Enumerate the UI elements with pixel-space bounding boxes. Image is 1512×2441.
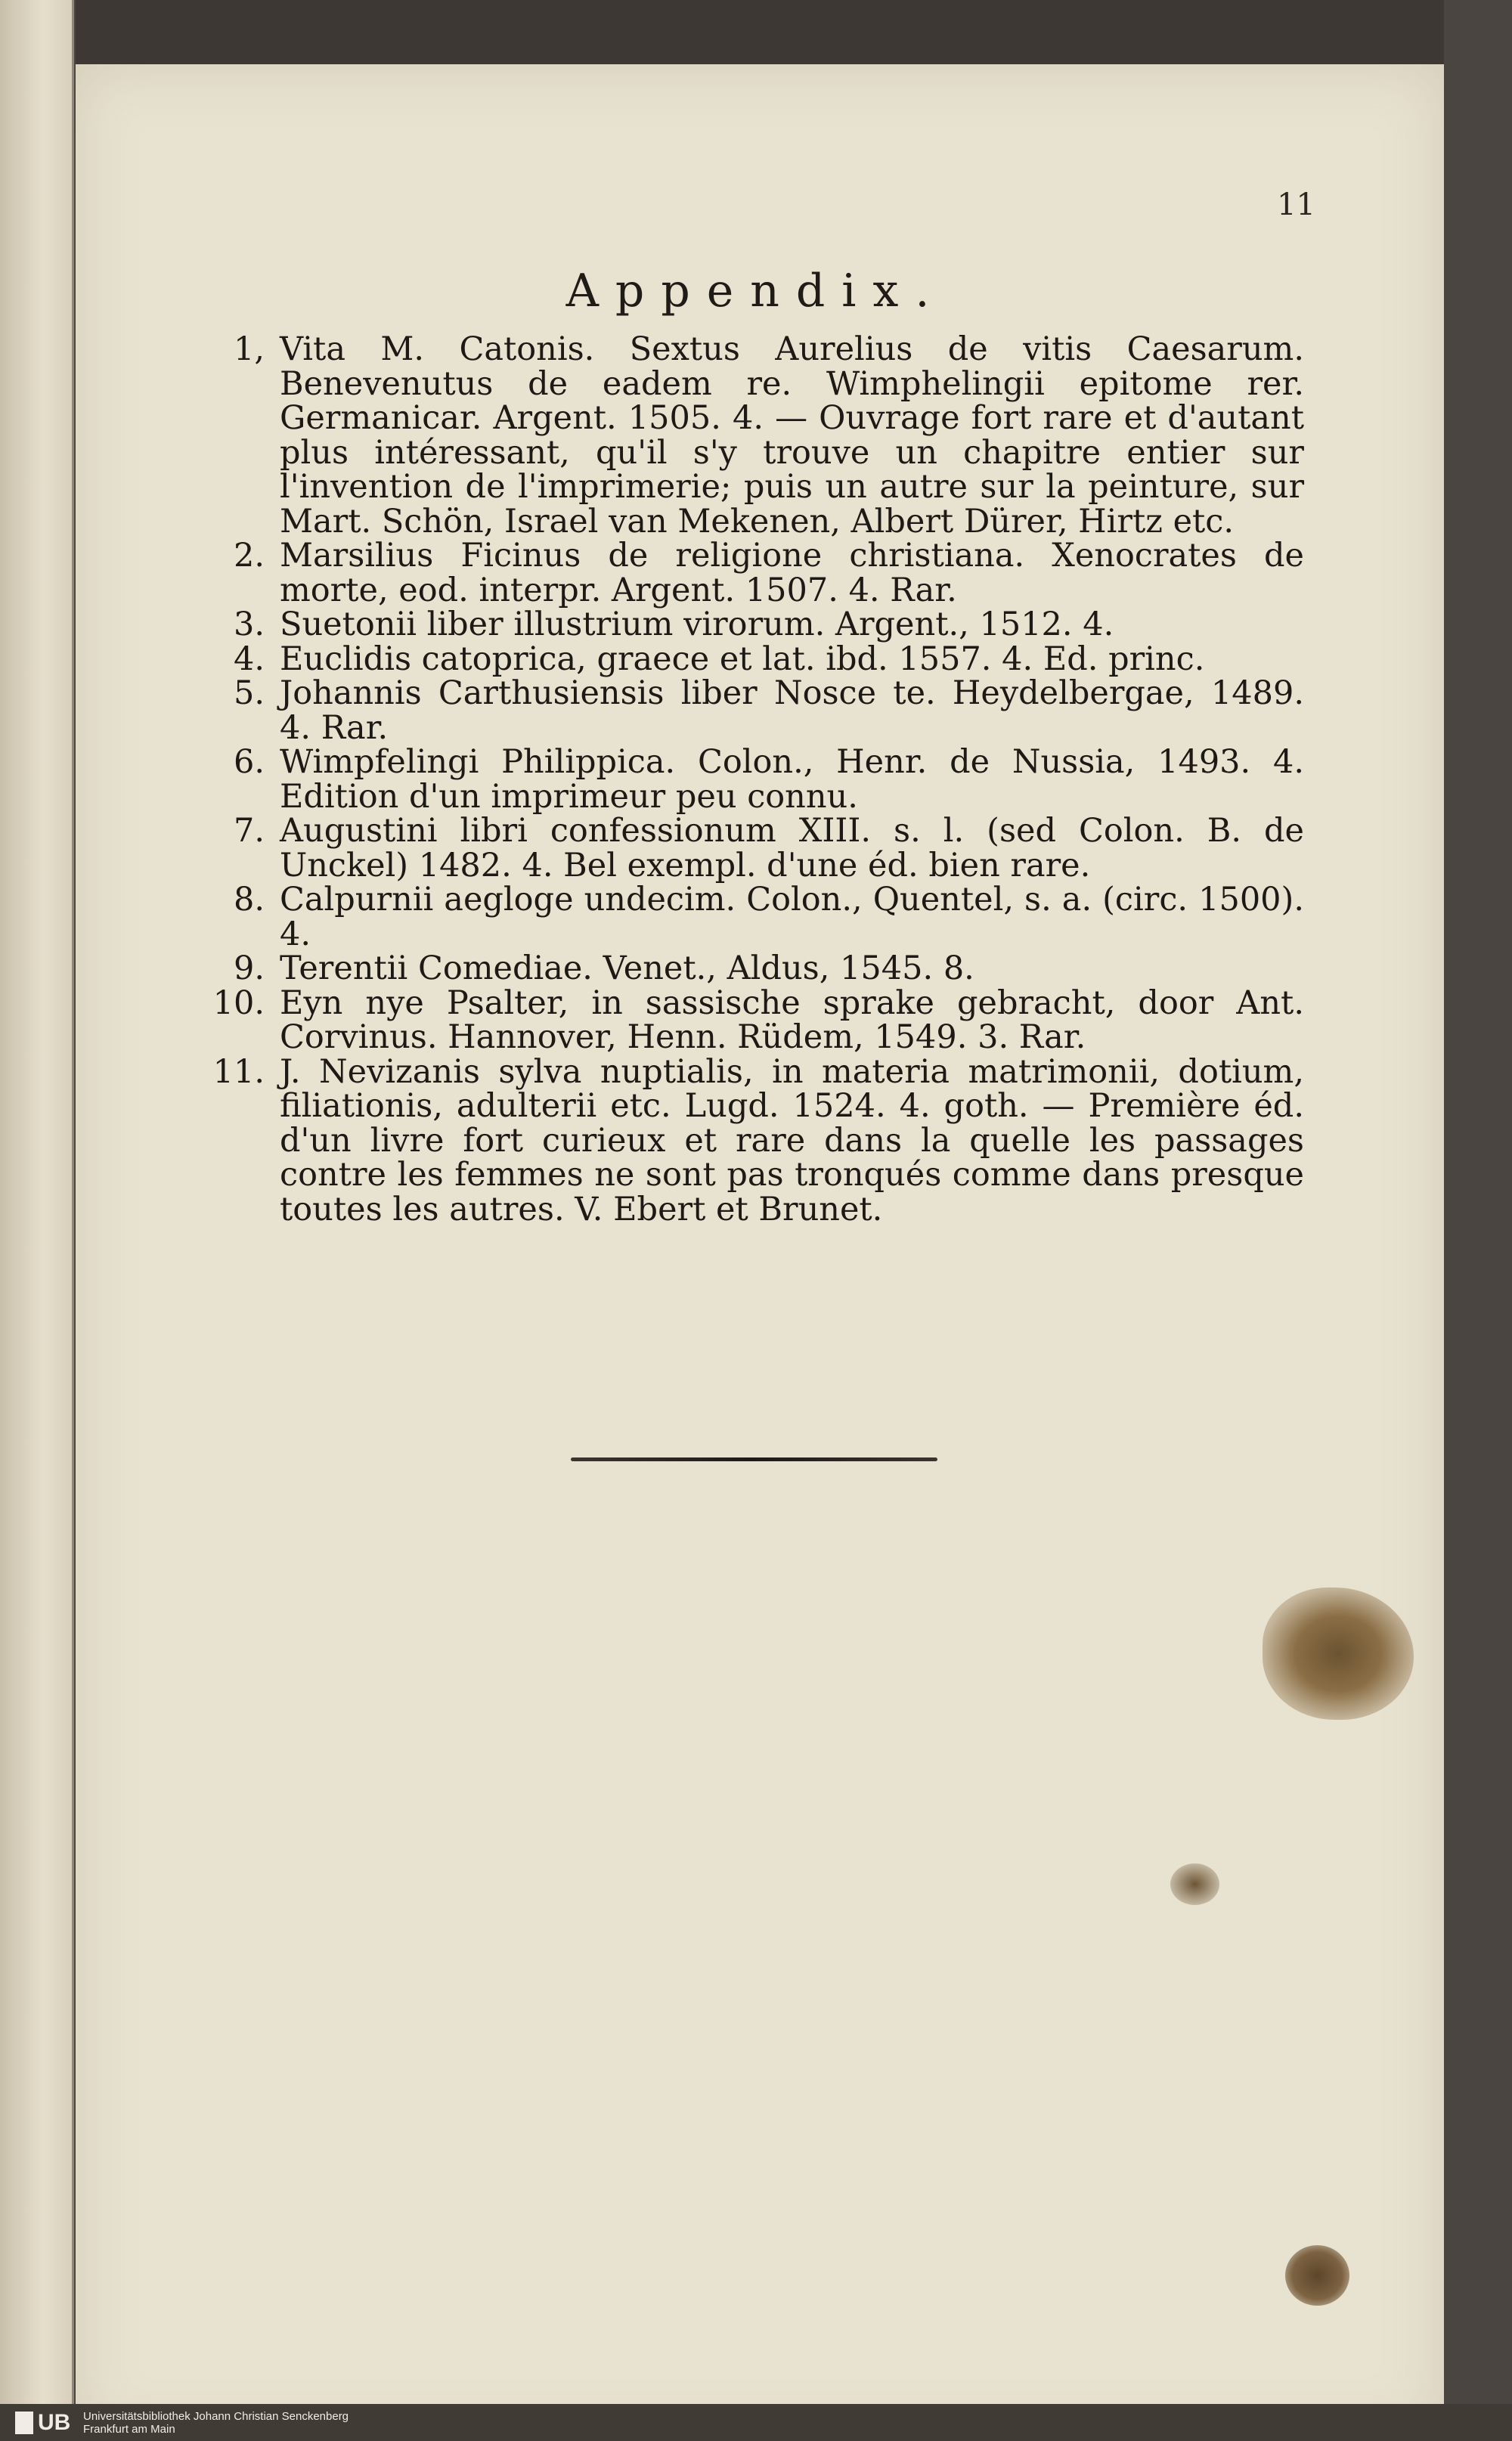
logo-text: UB [38, 2409, 71, 2435]
adjacent-page-edge [0, 0, 74, 2441]
item-number: 6. [233, 743, 265, 781]
page-heading: Appendix. [565, 265, 947, 318]
library-credit [83, 2410, 349, 2436]
item-text: Johannis Carthusiensis liber Nosce te. Heydelbergae, 1489. 4. Rar. [280, 674, 1304, 747]
list-item [200, 539, 1304, 608]
credit-line-1: Universitätsbibliothek Johann Christian Senckenberg [83, 2409, 349, 2423]
list-item [200, 745, 1304, 814]
item-text: Eyn nye Psalter, in sassische sprake gebracht, door Ant. Corvinus. Hannover, Henn. Rüdem, 1549. 3. Rar. [280, 984, 1304, 1056]
item-number: 9. [233, 949, 265, 987]
list-item [200, 640, 1304, 678]
item-number: 2. [233, 537, 265, 575]
item-text: Wimpfelingi Philippica. Colon., Henr. de Nussia, 1493. 4. Edition d'un imprimeur peu connu. [280, 743, 1304, 816]
item-number: 3. [233, 606, 265, 643]
closing-rule [571, 1457, 937, 1461]
paper-stain [1285, 2245, 1349, 2306]
credit-line-2: Frankfurt am Main [83, 2422, 175, 2436]
list-item [200, 330, 1304, 541]
item-text: Marsilius Ficinus de religione christiana. Xenocrates de morte, eod. interpr. Argent. 1507. 4. Rar. [280, 537, 1304, 609]
item-text: Calpurnii aegloge undecim. Colon., Quentel, s. a. (circ. 1500). 4. [280, 881, 1304, 953]
item-text: Euclidis catoprica, graece et lat. ibd. 1557. 4. Ed. princ. [280, 640, 1205, 678]
list-item [200, 949, 1304, 987]
list-item [200, 883, 1304, 952]
list-item [200, 984, 1304, 1056]
logo-mark [15, 2412, 33, 2434]
item-number: 11. [212, 1052, 265, 1091]
list-item [200, 674, 1304, 747]
item-text: J. Nevizanis sylva nuptialis, in materia matrimonii, dotium, filiationis, adulterii etc. Lugd. 1524. 4. goth. — Première éd. d'un livre fort curieux et rare dans la quelle les passages contre les femmes ne sont pas tronqués comme dans presque toutes les autres. V. Ebert et Brunet. [280, 1052, 1304, 1228]
item-text: Terentii Comediae. Venet., Aldus, 1545. 8. [280, 949, 974, 987]
appendix-list [200, 330, 1304, 1228]
page-top-edge [76, 0, 1444, 64]
item-number: 1, [233, 330, 265, 368]
page-number: 11 [1277, 187, 1315, 222]
paper-stain [1170, 1863, 1219, 1905]
list-item [200, 814, 1304, 883]
library-footer [0, 2404, 1512, 2441]
item-number: 8. [233, 881, 265, 918]
item-number: 7. [233, 812, 265, 850]
item-number: 5. [233, 674, 265, 712]
item-text: Vita M. Catonis. Sextus Aurelius de vitis Caesarum. Benevenutus de eadem re. Wimphelingii epitome rer. Germanicar. Argent. 1505. 4. — Ouvrage fort rare et d'autant plus intéressant, qu'il s'y trouve un chapitre entier sur l'invention de l'imprimerie; puis un autre sur la peinture, sur Mart. Schön, Israel van Mekenen, Albert Dürer, Hirtz etc. [280, 330, 1304, 541]
item-number: 10. [212, 984, 265, 1022]
item-text: Suetonii liber illustrium virorum. Argent., 1512. 4. [280, 606, 1114, 643]
library-logo [15, 2408, 83, 2438]
item-text: Augustini libri confessionum XIII. s. l. (sed Colon. B. de Unckel) 1482. 4. Bel exempl. d'une éd. bien rare. [280, 812, 1304, 884]
item-number: 4. [233, 640, 265, 678]
list-item [200, 608, 1304, 643]
list-item [200, 1052, 1304, 1228]
